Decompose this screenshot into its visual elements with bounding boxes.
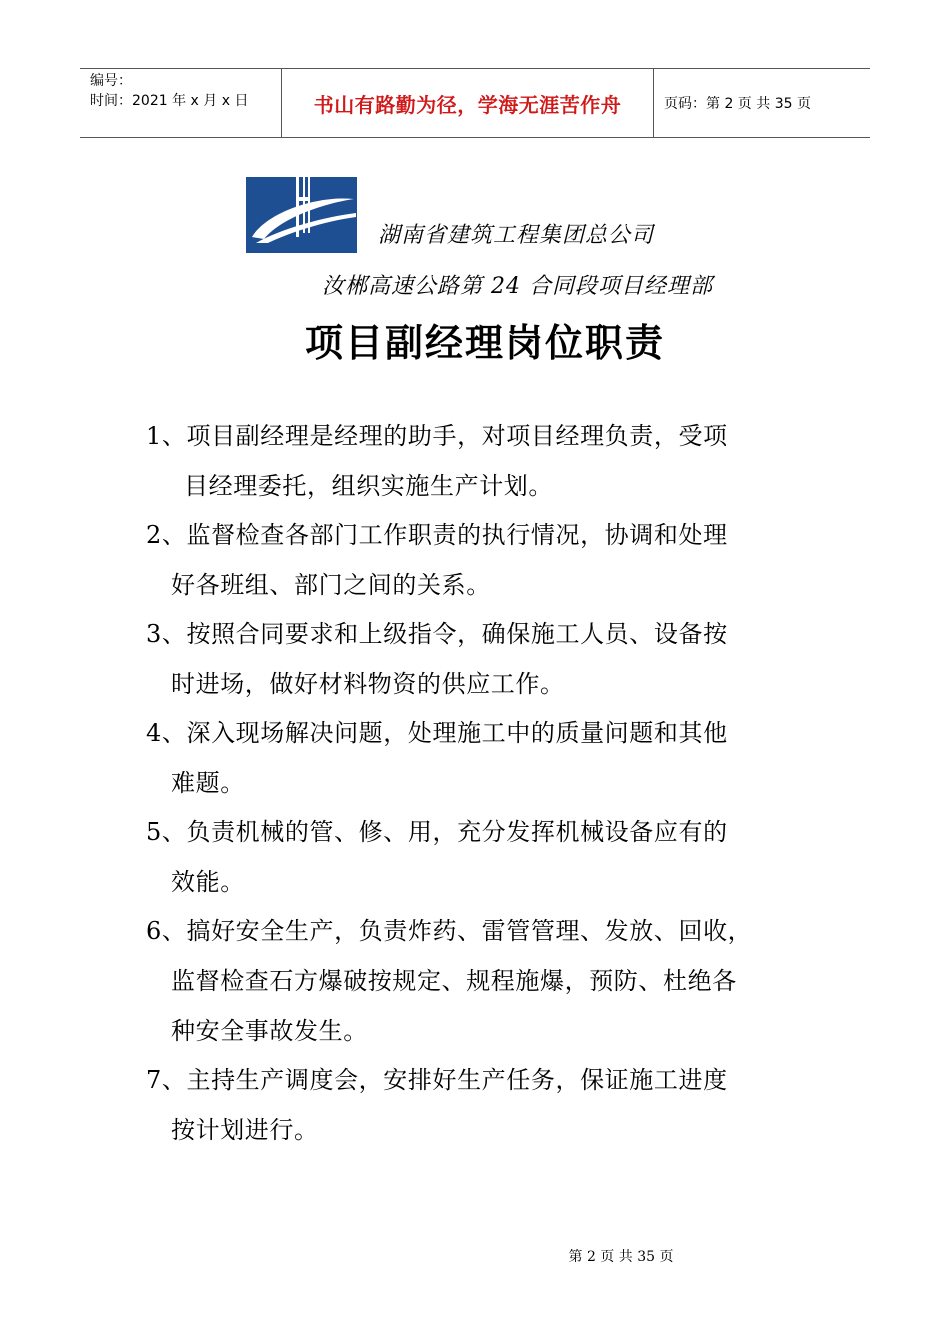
duty-line: 监督检查石方爆破按规定、规程施爆，预防、杜绝各 — [171, 967, 737, 995]
duty-line: 按计划进行。 — [171, 1116, 319, 1144]
duty-line: 2、监督检查各部门工作职责的执行情况，协调和处理 — [146, 521, 728, 549]
duty-line: 种安全事故发生。 — [171, 1017, 368, 1045]
duty-line: 1、项目副经理是经理的助手，对项目经理负责，受项 — [146, 422, 728, 450]
header-page-cell — [654, 69, 870, 137]
date-label: 时间：2021 年 x 月 x 日 — [90, 93, 249, 109]
page-footer: 第 2 页 共 35 页 — [568, 1249, 674, 1265]
duty-line: 4、深入现场解决问题，处理施工中的质量问题和其他 — [146, 719, 728, 747]
duty-line: 5、负责机械的管、修、用，充分发挥机械设备应有的 — [146, 818, 728, 846]
header-page-info: 页码：第 2 页 共 35 页 — [664, 96, 811, 112]
duty-line: 3、按照合同要求和上级指令，确保施工人员、设备按 — [146, 620, 728, 648]
duty-line: 7、主持生产调度会，安排好生产任务，保证施工进度 — [146, 1066, 728, 1094]
department-name: 汝郴高速公路第 24 合同段项目经理部 — [322, 274, 713, 299]
company-logo-icon — [246, 177, 357, 253]
duty-line: 效能。 — [171, 868, 245, 896]
serial-number-label: 编号： — [90, 73, 132, 89]
header-motto: 书山有路勤为径，学海无涯苦作舟 — [313, 92, 622, 117]
company-name: 湖南省建筑工程集团总公司 — [378, 223, 655, 248]
duty-line: 时进场，做好材料物资的供应工作。 — [171, 670, 565, 698]
document-header — [80, 68, 870, 138]
header-meta — [80, 69, 281, 137]
duty-line: 6、搞好安全生产，负责炸药、雷管管理、发放、回收， — [146, 917, 753, 945]
duty-line: 难题。 — [171, 769, 245, 797]
header-motto-cell — [281, 69, 654, 137]
duty-line: 目经理委托，组织实施生产计划。 — [184, 472, 553, 500]
duty-line: 好各班组、部门之间的关系。 — [171, 571, 491, 599]
page-title: 项目副经理岗位职责 — [304, 321, 665, 365]
